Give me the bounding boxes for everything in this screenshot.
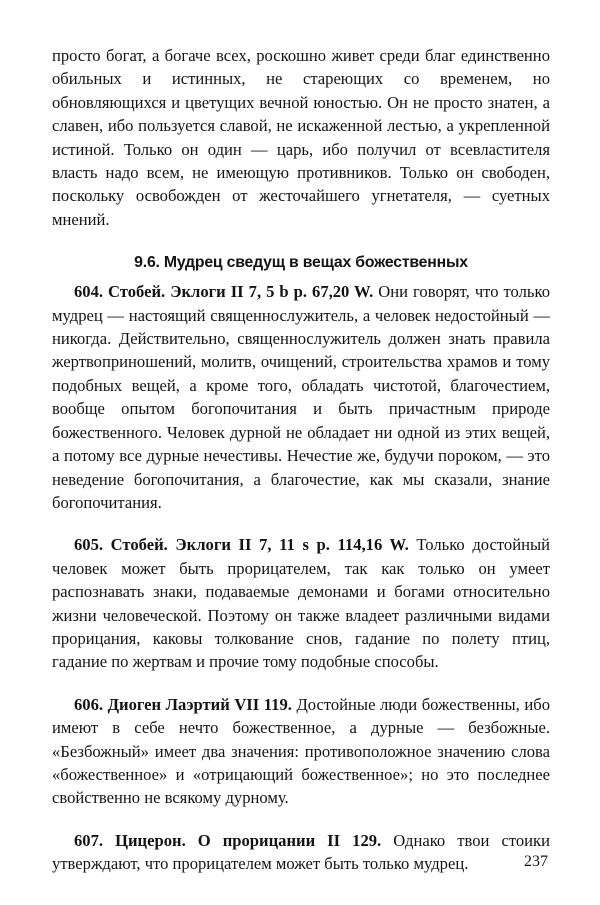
fragment-606 [52, 693, 550, 810]
book-page [52, 44, 550, 876]
fragment-607 [52, 829, 550, 876]
fragment-607-reference: 607. Цицерон. О прорицании II 129. [74, 830, 382, 850]
fragment-606-reference: 606. Диоген Лаэртий VII 119. [74, 694, 292, 714]
fragment-604 [52, 280, 550, 514]
fragment-605 [52, 533, 550, 673]
fragment-604-reference: 604. Стобей. Эклоги II 7, 5 b p. 67,20 W. [74, 282, 374, 302]
fragment-605-reference: 605. Стобей. Эклоги II 7, 11 s p. 114,16 W. [74, 535, 409, 555]
fragment-605-text: Только достойный человек может быть прорицателем, так как только он умеет распознавать знаки, подаваемые демонами и богами относительно жизни человеческой. Поэтому он также владеет различными видами прорицания, каковы толкование снов, гадание по полету птиц, гадание по жертвам и прочие тому подобные способы. [52, 535, 550, 672]
page-number: 237 [524, 853, 548, 870]
continuation-paragraph: просто богат, а богаче всех, роскошно живет среди благ единственно обильных и истинных, не стареющих со временем, но обновляющихся и цветущих вечной юностью. Он не просто знатен, а славен, ибо пользуется славой, не искаженной лестью, а укрепленной истиной. Только он один — царь, ибо получил от всевластителя власть надо всем, не имеющую противников. Только он свободен, поскольку освобожден от жесточайшего угнетателя, — суетных мнений. [52, 46, 550, 229]
section-heading: 9.6. Мудрец сведущ в вещах божественных [134, 254, 468, 272]
fragment-606-text: Достойные люди божественны, ибо имеют в себе нечто божественное, а дурные — безбожные. «Безбожный» имеет два значения: противоположное значению слова «божественное» и «отрицающий божественное»; но это последнее свойственно не всякому дурному. [52, 694, 550, 808]
fragment-607-text: Однако твои стоики утверждают, что прорицателем может быть только мудрец. [52, 830, 550, 874]
fragment-604-text: Они говорят, что только мудрец — настоящий священнослужитель, а человек недостойный — никогда. Действительно, священнослужитель должен знать правила жертвоприношений, молитв, очищений, строительства храмов и тому подобных вещей, а кроме того, обладать чистотой, благочестием, вообще опытом богопочитания и быть причастным природе божественного. Человек дурной не обладает ни одной из этих вещей, а потому все дурные нечестивы. Нечестие же, будучи пороком, — это неведение богопочитания, а благочестие, как мы сказали, знание богопочитания. [52, 282, 550, 512]
